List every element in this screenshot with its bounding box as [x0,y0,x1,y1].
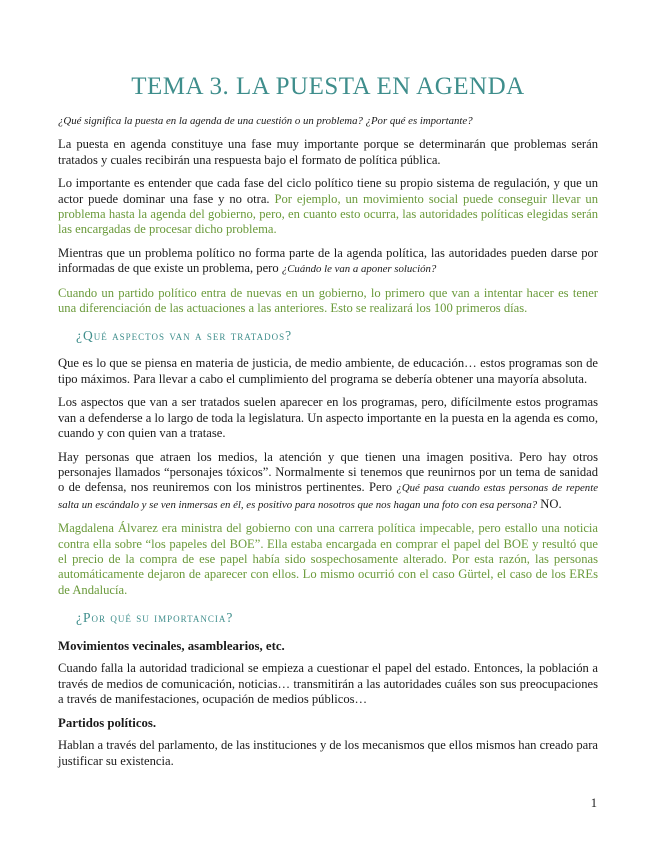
movements-paragraph: Cuando falla la autoridad tradicional se empieza a cuestionar el papel del estado. Entonces, la población a través de medios de comunicación, noticias… transmitirán a las autoridades cuáles son sus preocupaciones a través de manifestaciones, ocupación de medios públicos… [58,661,598,706]
page-title: TEMA 3. LA PUESTA EN AGENDA [131,73,525,100]
paragraph-3 [58,246,598,278]
section1-paragraph-3-answer: NO. [540,496,562,511]
section1-paragraph-2: Los aspectos que van a ser tratados suelen aparecer en los programas, pero, difícilmente estos programas van a defenderse a lo largo de toda la legislatura. Un aspecto importante en la puesta en la agenda es como, cuando y con quien van a tratase. [58,395,598,441]
section1-paragraph-3-question: ¿Qué pasa cuando estas personas de repente salta un escándalo y se ven inmersas en él, es positivo para nosotros que nos hagan una foto con esa persona? [58,482,598,511]
paragraph-2-text: Lo importante es entender que cada fase del ciclo político tiene su propio sistema de regulación, y que un actor puede dominar una fase y no otra. [58,176,598,206]
paragraph-3-text: Mientras que un problema político no forma parte de la agenda política, las autoridades pueden darse por informadas de que existe un problema, pero [58,245,598,276]
section1-paragraph-4: Magdalena Álvarez era ministra del gobierno con una carrera política impecable, pero estallo una noticia contra ella sobre “los papeles del BOE”. Ella estaba encargada en comprar el papel del BOE y resultó que el precio de la compra de ese papel había sido sospechosamente alterado. Por esta razón, las personas automáticamente dejaron de aparecer con ellos. Lo mismo ocurrió con el caso Gürtel, el caso de los EREs de Andalucía. [58,521,598,597]
subheading-parties: Partidos políticos. [58,716,157,731]
parties-paragraph: Hablan a través del parlamento, de las instituciones y de los mecanismos que ellos mismos han creado para justificar su existencia. [58,738,598,768]
page-number: 1 [590,796,597,810]
section-heading-aspects: ¿Qué aspectos van a ser tratados? [76,328,293,344]
paragraph-2-highlight: Por ejemplo, un movimiento social puede conseguir llevar un problema hasta la agenda del gobierno, pero, en cuanto esto ocurra, las autoridades políticas elegidas serán las encargadas de procesar dicho problema. [58,191,599,237]
intro-question: ¿Qué significa la puesta en la agenda de una cuestión o un problema? ¿Por qué es importante? [58,115,473,127]
paragraph-2 [58,176,598,238]
paragraph-3-question: ¿Cuándo le van a aponer solución? [281,263,437,276]
section-heading-importance: ¿Por qué su importancia? [76,610,234,626]
document-body [58,72,598,777]
section1-paragraph-3 [58,450,598,514]
section1-paragraph-3-text: Hay personas que atraen los medios, la atención y que tienen una imagen positiva. Pero hay otros personajes llamados “personajes tóxicos”. Normalmente si tenemos que reunirnos por un tema de sanidad o de defensa, nos reuniremos con los ministros pertinentes. Pero [58,449,598,495]
subheading-movements: Movimientos vecinales, asamblearios, etc. [58,639,285,654]
paragraph-1: La puesta en agenda constituye una fase muy importante porque se determinarán que problemas serán tratados y cuales recibirán una respuesta bajo el formato de política pública. [58,137,598,167]
paragraph-4: Cuando un partido político entra de nuevas en un gobierno, lo primero que van a intentar hacer es tener una diferenciación de las actuaciones a las anteriores. Esto se realizará los 100 primeros días. [58,285,598,316]
section1-paragraph-1: Que es lo que se piensa en materia de justicia, de medio ambiente, de educación… estos programas son de tipo máximos. Para llevar a cabo el cumplimiento del programa se debería obtener una mayoría absoluta. [58,356,598,386]
